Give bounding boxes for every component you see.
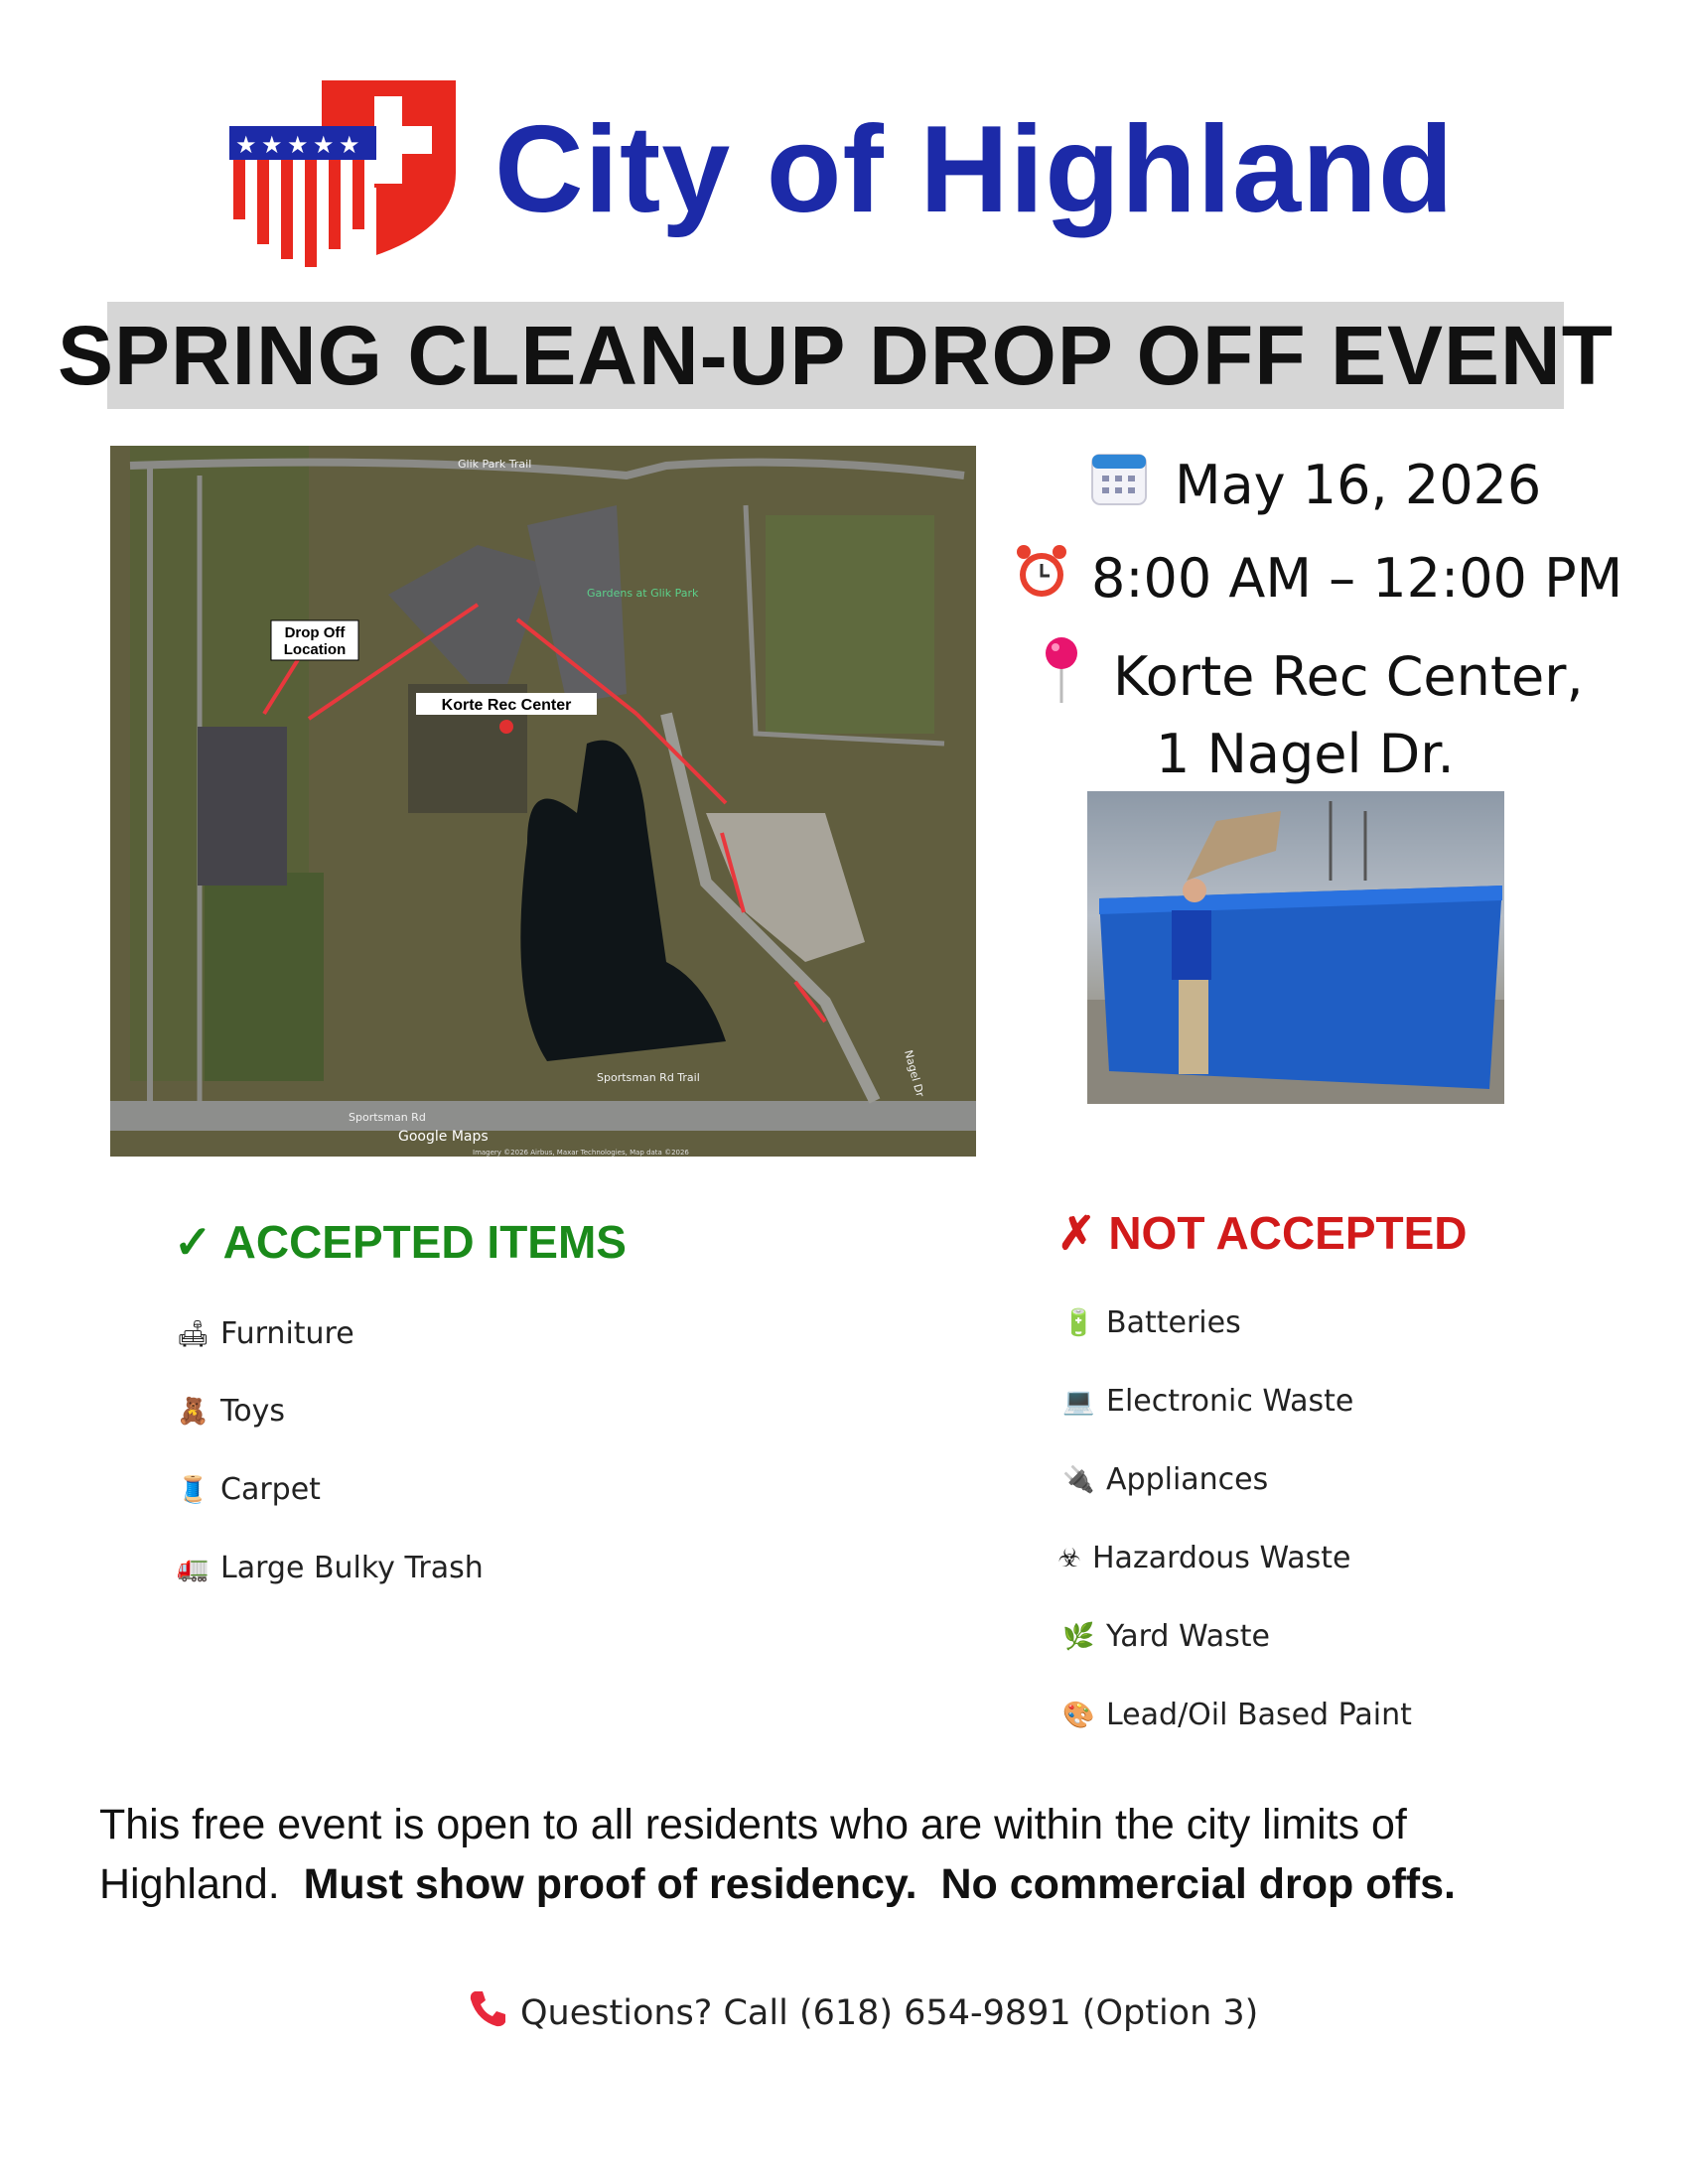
city-title: City of Highland <box>494 101 1455 238</box>
svg-text:★: ★ <box>287 131 309 159</box>
not-accepted-item-label: Appliances <box>1106 1462 1269 1497</box>
checkmark-icon: ✓ <box>174 1216 212 1268</box>
herb-icon: 🌿 <box>1062 1621 1095 1652</box>
alarm-clock-icon <box>1014 542 1069 614</box>
event-time <box>1014 542 1622 614</box>
teddy-bear-icon: 🧸 <box>177 1396 210 1427</box>
accepted-heading <box>174 1215 627 1269</box>
event-location-line2: 1 Nagel Dr. <box>1156 723 1455 785</box>
event-date-text: May 16, 2026 <box>1175 454 1542 516</box>
event-location-line1: Korte Rec Center, <box>1113 645 1584 708</box>
map-credits: Imagery ©2026 Airbus, Maxar Technologies, Map data ©2026 <box>473 1149 689 1157</box>
not-accepted-item <box>1062 1698 1412 1732</box>
notice-no-commercial: No commercial drop offs. <box>940 1860 1456 1908</box>
eligibility-notice <box>99 1795 1609 1914</box>
accepted-item-label: Large Bulky Trash <box>220 1551 484 1585</box>
svg-text:★: ★ <box>235 131 257 159</box>
dumpster-photo <box>1087 791 1504 1104</box>
notice-proof-of-residency: Must show proof of residency. <box>303 1860 917 1908</box>
not-accepted-item-label: Yard Waste <box>1106 1619 1270 1654</box>
biohazard-icon: ☣ <box>1057 1543 1081 1573</box>
event-date <box>1089 449 1541 521</box>
event-time-text: 8:00 AM – 12:00 PM <box>1091 547 1623 610</box>
map-label-sportsman-trail: Sportsman Rd Trail <box>597 1071 700 1084</box>
calendar-icon <box>1089 449 1149 521</box>
event-location <box>1042 635 1584 718</box>
contact-text: Questions? Call (618) 654-9891 (Option 3) <box>520 1992 1259 2033</box>
satellite-map <box>110 446 976 1157</box>
map-label-location: Location <box>283 641 347 658</box>
couch-icon: 🛋 <box>177 1318 211 1349</box>
event-title-banner <box>57 302 1615 409</box>
accepted-item <box>177 1472 321 1507</box>
map-label-korte: Korte Rec Center <box>441 697 572 714</box>
not-accepted-item <box>1062 1462 1268 1497</box>
not-accepted-item <box>1055 1541 1350 1575</box>
map-label-drop-off: Drop Off <box>284 624 346 641</box>
map-label-gardens: Gardens at Glik Park <box>587 587 699 600</box>
not-accepted-item-label: Lead/Oil Based Paint <box>1106 1698 1412 1732</box>
accepted-item-label: Toys <box>220 1394 285 1429</box>
not-accepted-item <box>1062 1305 1241 1340</box>
accepted-item-label: Furniture <box>220 1316 354 1351</box>
thread-spool-icon: 🧵 <box>177 1474 210 1505</box>
accepted-item <box>177 1316 354 1351</box>
accepted-item-label: Carpet <box>220 1472 321 1507</box>
phone-icon <box>467 1987 508 2038</box>
not-accepted-item <box>1062 1384 1353 1419</box>
not-accepted-item <box>1062 1619 1270 1654</box>
cross-icon: ✗ <box>1057 1207 1096 1259</box>
svg-text:★: ★ <box>339 131 360 159</box>
event-title: SPRING CLEAN-UP DROP OFF EVENT <box>57 308 1615 402</box>
battery-icon: 🔋 <box>1062 1307 1095 1338</box>
city-logo <box>227 78 458 271</box>
map-label-nagel: Nagel Dr <box>902 1048 927 1099</box>
map-pin-icon <box>499 720 513 734</box>
laptop-icon: 💻 <box>1062 1386 1095 1417</box>
notice-open-to-residents: This free event is open to all residents who are within the city limits of Highland. <box>99 1801 1407 1908</box>
event-address <box>1156 723 1455 785</box>
map-label-glik-trail: Glik Park Trail <box>458 458 532 471</box>
not-accepted-item-label: Electronic Waste <box>1106 1384 1354 1419</box>
not-accepted-heading-text: NOT ACCEPTED <box>1108 1207 1468 1259</box>
not-accepted-item-label: Batteries <box>1106 1305 1241 1340</box>
accepted-heading-text: ACCEPTED ITEMS <box>222 1216 627 1268</box>
svg-text:★: ★ <box>313 131 335 159</box>
contact-line <box>467 1987 1258 2038</box>
pushpin-icon <box>1042 635 1081 718</box>
not-accepted-item-label: Hazardous Waste <box>1092 1541 1351 1575</box>
palette-icon: 🎨 <box>1062 1700 1095 1730</box>
svg-text:★: ★ <box>261 131 283 159</box>
accepted-item <box>177 1551 484 1585</box>
map-label-sportsman-rd: Sportsman Rd <box>349 1111 426 1124</box>
truck-icon: 🚛 <box>177 1553 210 1583</box>
plug-icon: 🔌 <box>1062 1464 1095 1495</box>
google-maps-logo: Google Maps <box>398 1129 489 1145</box>
not-accepted-heading <box>1057 1206 1468 1260</box>
accepted-item <box>177 1394 285 1429</box>
